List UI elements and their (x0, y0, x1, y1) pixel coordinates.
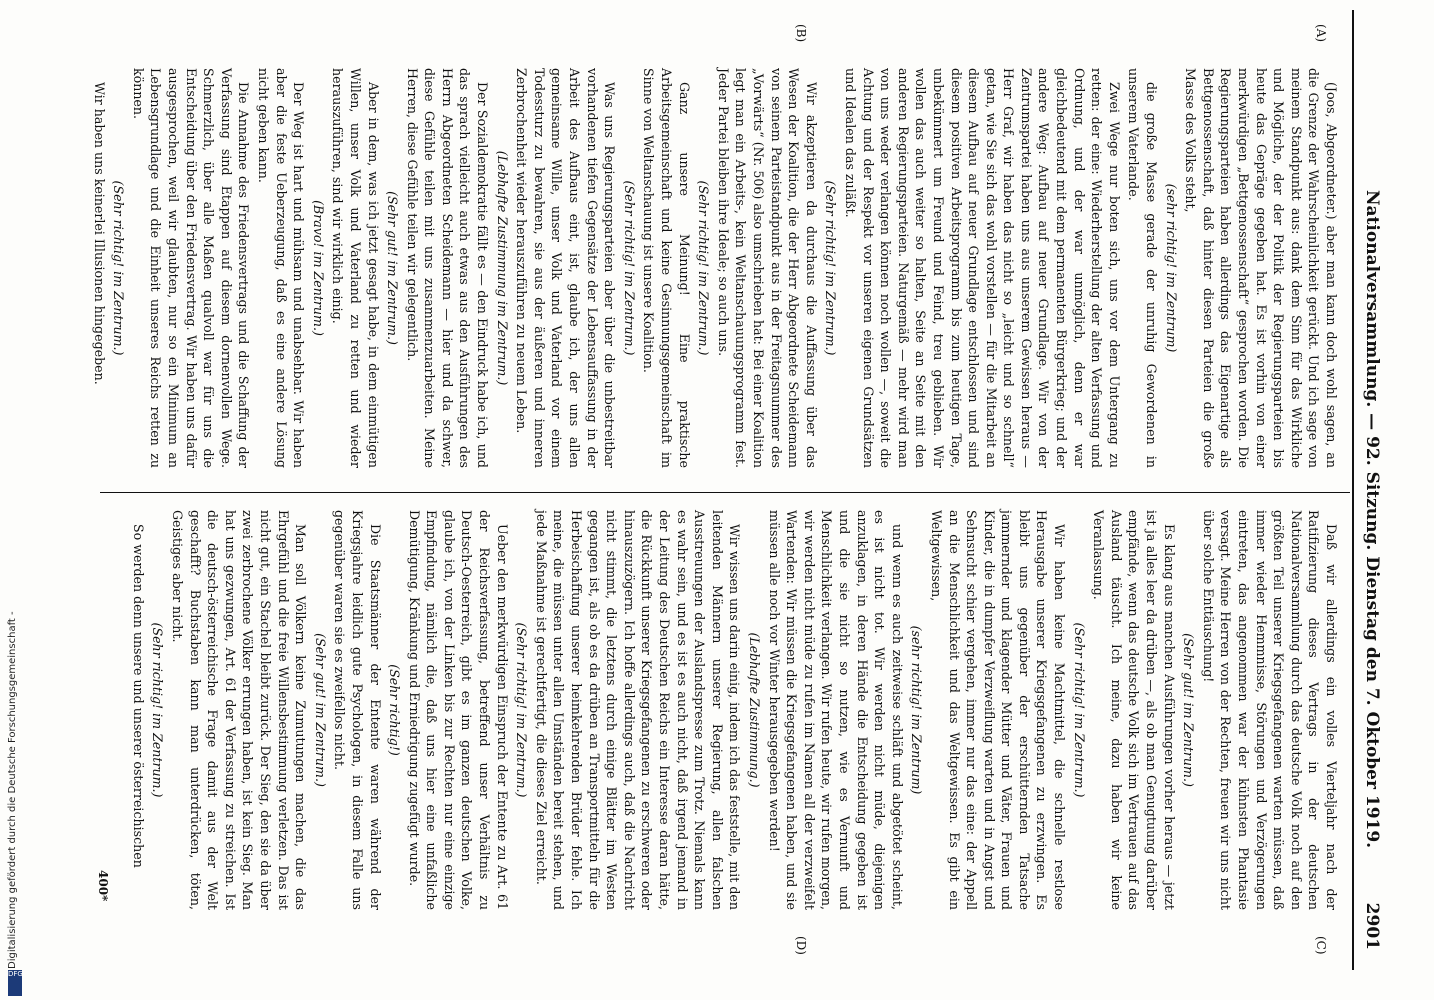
header-title: Nationalversammlung. — 92. Sitzung. Dienstag den 7. Oktober 1919. (1362, 190, 1382, 849)
margin-label-d: (D) (794, 936, 808, 955)
paragraph: Ueber den merkwürdigen Einspruch der Entente zu Art. 61 der Reichsverfassung, betreffend unser Verhältnis zu Deutsch-Oesterreich, gibt es im ganzen deutschen Volke, glaube ich, von der Linken bis zur Rechten nur eine einzige Empfindung, nämlich die, daß uns hier eine unfaßliche Demütigung, Kränkung und Erniedrigung zugefügt wurde. (406, 510, 510, 910)
interjection: (sehr richtig! im Zentrum) (1163, 183, 1179, 353)
paragraph: (Joos, Abgeordneter.) aber man kann doch wohl sagen, an die Grenze der Wahrscheinlichkeit gerückt. Und ich sage von meinem Standpunkt aus: dank dem Sinn für das Wirkliche und Mögliche, der der Politik der Regierungsparteien bis heute das Gepräge gegeben hat. Es ist vorhin von einer merkwürdigen „Bettgenossenschaft“ gesprochen worden. Die Regierungsparteien haben allerdings das Eigenartige als Bettgenossenschaft, daß hinter diesen Parteien die große Masse des Volks steht, (1183, 68, 1339, 468)
column-divider (100, 492, 1350, 493)
left-column (91, 68, 1340, 468)
paragraph: die große Masse gerade der unruhig Gewordenen in unserem Vaterlande. (1126, 68, 1160, 468)
paragraph: Ganz unsere Meinung! Eine praktische Arbeitsgemeinschaft und keine Gesinnungsgemeinschaft im Sinne von Weltanschauung ist unsere Koalition. (641, 68, 692, 468)
paragraph: Man soll Völkern keine Zumutungen machen, die das Ehrgefühl und die freie Willensbestimmung verletzen. Das ist nicht gut, ein Stachel bleibt zurück. Der Sieg, den sie da über zwei zerbrochene Völker errungen haben, ist kein Sieg. Man hat uns gezwungen, Art. 61 der Verfassung zu streichen. Ist die deutsch-österreichische Frage damit aus der Welt geschafft? Buchstaben kann man unterdrücken, töten, Geistiges aber nicht. (170, 510, 309, 910)
interjection: (Sehr richtig! im Zentrum.) (621, 180, 637, 356)
interjection: (Lebhafte Zustimmung im Zentrum.) (494, 150, 510, 386)
interjection: (Sehr richtig!) (387, 664, 403, 756)
paragraph: Zwei Wege nur boten sich, uns vor dem Untergang zu retten: der eine: Wiederherstellung der alten Verfassung und Ordnung, und der war unmöglich, denn er war gleichbedeutend mit dem permanenten Bürgerkrieg; und der andere Weg: Aufbau auf neuer Grundlage. Wir von der Zentrumspartei haben uns aus unserem Gewissen heraus — Herr Graf, wir haben das nicht so „leicht und so schnell“ getan, wie Sie sich das wohl vorstellen — für die Mitarbeit an diesem Aufbau auf neuer Grundlage entschlossen und sind diesem positiven Arbeitsprogramm bis zum heutigen Tage, unbekümmert um Freund und Feind, treu geblieben. Wir wollen das auch weiter so halten, Seite an Seite mit den anderen Regierungsparteien. Naturgemäß — mehr wird man von uns weder verlangen können noch wollen —, soweit die Achtung und der Respekt vor unseren eigenen Grundsätzen und Idealen das zuläßt. (842, 68, 1122, 468)
paragraph: Wir haben uns keinerlei Illusionen hingegeben. (91, 82, 107, 385)
interjection: (Sehr gut! im Zentrum.) (385, 191, 401, 345)
credit-text: Digitalisierung gefördert durch die Deutsche Forschungsgemeinschaft - (7, 611, 18, 969)
paragraph: Es klang aus manchen Ausführungen vorher heraus — jetzt ist ja alles leer da drüben —, als ob man Genugtuung darüber empfände, wenn das deutsche Volk sich im Vertrauen auf das Ausland täuscht. Ich meine, dazu haben wir keine Veranlassung. (1091, 510, 1177, 910)
paragraph: Daß wir allerdings ein volles Vierteljahr nach der Ratifizierung dieses Vertrags in der deutschen Nationalversammlung durch das deutsche Volk noch auf den größten Teil unserer Kriegsgefangenen warten müssen, daß immer wieder Hemmnisse, Störungen und Verzögerungen eintreten, das angenommen war der kühnsten Phantasie versagt. Meine Herren von der Rechten, freuen wir uns nicht über solche Enttäuschung! (1200, 510, 1339, 910)
paragraph: Was uns Regierungsparteien aber über die unbestreitbar vorhandenen tiefen Gegensätze der Lebensauffassung in der Arbeit des Aufbaus eint, ist, glaube ich, der uns allen gemeinsame Wille, unser Volk und Vaterland vor einem Todessturz zu bewahren, sie aus der äußeren und inneren Zerbrochenheit wieder herauszuführen zu neuem Leben. (514, 68, 618, 468)
paragraph: und wenn es auch zeitweise schläft und abgetötet scheint, es ist nicht tot. Wir werden nicht müde, diejenigen anzuklagen, in deren Hände die Entscheidung gegeben ist und die sie nicht so nutzen, wie es Vernunft und Menschlichkeit verlangen. Wir rufen heute, wir rufen morgen, wir werden nicht müde zu rufen im Namen all der verzweifelt Wartenden: Wir müssen die Kriegsgefangenen haben, und sie müssen alle noch vor Winter herausgegeben werden! (766, 510, 905, 910)
paragraph: Die Annahme des Friedensvertrags und die Schaffung der Verfassung sind Etappen auf diesem dornenvollen Wege. Schmerzlich, über alle Maßen qualvoll war für uns die Entscheidung über den Friedensvertrag. Wir haben uns dafür ausgesprochen, weil wir glaubten, nur so ein Minimum an Lebensgrundlage und die Einheit unseres Reichs retten zu können. (130, 68, 252, 468)
interjection: (Sehr richtig! im Zentrum.) (1071, 622, 1087, 798)
interjection: (Bravo! im Zentrum.) (310, 200, 326, 336)
interjection: (Sehr richtig! im Zentrum.) (111, 180, 127, 356)
rotated-page-content (88, 10, 1398, 970)
interjection: (Sehr richtig! im Zentrum.) (823, 180, 839, 356)
interjection: (Lebhafte Zustimmung.) (747, 632, 762, 788)
paragraph: Der Sozialdemokratie fällt es — den Eindruck habe ich, und das sprach vielleicht auch etwas aus den Ausführungen des Herrn Abgeordneten Scheidemann — hier und da schwer, diese Gefühle teilen mit uns zusammenzuarbeiten. Meine Herren, diese Gefühle teilen wir gelegentlich. (404, 68, 491, 468)
right-column (110, 510, 1340, 910)
paragraph: Wir haben keine Machtmittel, die schnelle restlose Herausgabe unserer Kriegsgefangenen zu erzwingen. Es bleibt uns gegenüber der erschütternden Tatsache jammernder und klagender Mütter und Väter, Frauen und Kinder, die in dumpfer Verzweiflung warten und in Angst und Sehnsucht schier vergehen, immer nur das eine: der Appell an die Menschlichkeit und das Weltgewissen. Es gibt ein Weltgewissen, (928, 510, 1068, 910)
paragraph: So werden denn unsere und unserer österreichischen (130, 524, 146, 868)
interjection: (Sehr gut! im Zentrum.) (1181, 633, 1197, 787)
paragraph: Der Weg ist hart und mühsam und unabsehbar. Wir haben aber die feste Ueberzeugung, daß es eine andere Lösung nicht geben kann. (255, 68, 307, 468)
interjection: (Sehr richtig! im Zentrum.) (696, 180, 712, 356)
interjection: (Sehr richtig! im Zentrum.) (150, 622, 166, 798)
paragraph: Aber in dem, was ich jetzt gesagt habe, in dem einmütigen Willen, unser Volk und Vaterland zu retten und wieder herauszuführen, sind wir wirklich einig. (330, 68, 381, 468)
margin-label-b: (B) (794, 24, 808, 43)
footer-signature: 400* (96, 870, 110, 902)
page-number: 2901 (1362, 902, 1382, 950)
interjection: (sehr richtig! im Zentrum) (909, 625, 925, 795)
paragraph: Wir wissen uns darin einig, indem ich das feststelle, mit den leitenden Männern unserer Regierung, allen falschen Ausstreuungen der Auslandspresse zum Trotz. Niemals kann es wahr sein, und es ist es auch nicht, daß irgend jemand in der Leitung des Deutschen Reichs ein Interesse daran hätte, die Rückkunft unserer Kriegsgefangenen zu erschweren oder hinauszuzögern. Ich hoffe allerdings auch, daß die Nachricht nicht stimmt, die letztens durch einige Blätter im Westen gegangen ist, als ob es da drüben an Transportmitteln für die Herbeischaffung unserer heimkehrenden Brüder fehle. Ich meine, die müssen unter allen Umständen bereit stehen, und jede Maßnahme ist gerechtfertigt, die dieses Ziel erreicht. (533, 510, 743, 910)
digitization-credit (6, 0, 22, 1000)
margin-label-a: (A) (1314, 24, 1328, 43)
running-header (1352, 10, 1398, 970)
margin-label-c: (C) (1314, 936, 1328, 955)
paragraph: Wir akzeptieren da durchaus die Auffassung über das Wesen der Koalition, die der Herr Abgeordnete Scheidemann von seinem Parteistandpunkt aus in der Freitagsnummer des „Vorwärts“ (Nr. 506) also umschrieben hat: Bei einer Koalition legt man ein Arbeits-, kein Weltanschauungsprogramm fest. Jeder Partei bleiben ihre Ideale; so auch uns. (715, 68, 819, 468)
dfg-logo: DFG (8, 970, 22, 996)
paragraph: Die Staatsmänner der Entente waren während der Kriegsjahre leidlich gute Psychologen, in diesem Falle uns gegenüber waren sie es zweifellos nicht. (332, 510, 383, 910)
interjection: (Sehr richtig! im Zentrum.) (514, 622, 530, 798)
interjection: (Sehr gut! im Zentrum.) (312, 633, 328, 787)
